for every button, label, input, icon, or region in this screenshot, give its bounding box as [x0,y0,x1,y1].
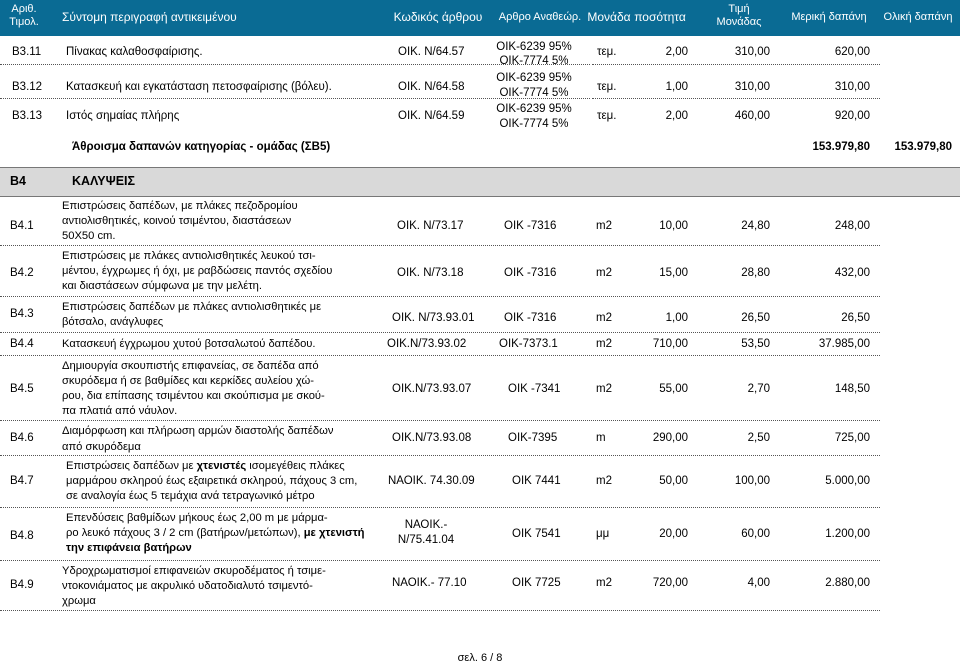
row-description-line: Διαμόρφωση και πλήρωση αρμών διαστολής δαπέδων [62,425,334,437]
row-divider [0,64,590,65]
category-header [0,167,960,197]
row-quantity: 20,00 [659,528,688,540]
row-revision: ΟΙΚ 7541 [512,528,561,540]
row-unit: m [596,432,606,444]
row-revision: ΟΙΚ-7373.1 [499,338,558,350]
row-partial: 26,50 [841,312,870,324]
row-price: 60,00 [741,528,770,540]
row-quantity: 55,00 [659,383,688,395]
row-code: B3.11 [12,46,42,58]
row-description-line: Επιστρώσεις δαπέδων, με πλάκες πεζοδρομίου [62,200,298,212]
row-partial: 432,00 [834,267,870,279]
row-description-line: χρωμα [62,595,96,607]
header-unit-price: Τιμή Μονάδας [716,3,762,28]
header-quantity: ποσότητα [634,10,686,24]
page-number: σελ. 6 / 8 [457,652,503,664]
row-divider [0,355,880,356]
row-quantity: 710,00 [652,338,688,350]
row-description: Κατασκευή έγχρωμου χυτού βοτσαλωτού δαπέδου. [62,338,316,350]
row-quantity: 2,00 [665,46,688,58]
row-code: B4.8 [10,530,34,542]
row-divider [592,98,880,99]
row-unit: m2 [596,338,612,350]
row-description-line: μέντου, έγχρωμες ή όχι, με ραβδώσεις παντός σχεδίου [62,265,333,277]
row-price: 28,80 [741,267,770,279]
row-article: ΟΙΚ. Ν/64.58 [398,81,465,93]
row-revision-2: ΟΙΚ-7774 5% [499,87,569,99]
row-unit: m2 [596,475,612,487]
row-revision: ΟΙΚ -7341 [508,383,561,395]
row-quantity: 290,00 [652,432,688,444]
row-revision: ΟΙΚ 7441 [512,475,561,487]
row-code: B4.5 [10,383,34,395]
row-description-line: αντιολισθητικές, κοινού τσιμέντου, διαστάσεων [62,215,292,227]
group-sum-total: 153.979,80 [894,141,952,153]
row-divider [0,507,880,508]
row-quantity: 720,00 [652,577,688,589]
row-revision-2: ΟΙΚ-7774 5% [499,118,569,130]
header-total: Ολική δαπάνη [883,11,953,23]
row-article-line: Ν/75.41.04 [397,534,455,546]
row-revision: ΟΙΚ-7395 [508,432,558,444]
row-desc-part: ρο λευκό πάχους 3 / 2 cm (βατήρων/μετώπων), [66,527,304,539]
row-divider [0,560,880,561]
row-partial: 2.880,00 [825,577,870,589]
row-quantity: 15,00 [659,267,688,279]
row-article: ΟΙΚ. Ν/73.17 [397,220,464,232]
row-price: 26,50 [741,312,770,324]
row-description: Κατασκευή και εγκατάσταση πετοσφαίρισης (βόλευ). [66,81,332,93]
row-code: B4.7 [10,475,34,487]
row-price: 53,50 [741,338,770,350]
row-description-line: σκυρόδεμα ή σε βαθμίδες και κερκίδες αυλείου χώ- [62,375,314,387]
row-divider [0,332,880,333]
row-divider [0,98,590,99]
row-article: ΟΙΚ.Ν/73.93.02 [387,338,467,350]
row-description-line: μαρμάρου σκληρού έως εξαιρετικά σκληρού, πάχους 3 cm, [66,475,358,487]
row-description-line: και διαστάσεων σύμφωνα με την μελέτη. [62,280,262,292]
row-partial: 37.985,00 [818,338,870,350]
row-partial: 248,00 [834,220,870,232]
row-article: ΟΙΚ. Ν/64.57 [398,46,465,58]
row-code: B4.1 [10,220,34,232]
row-partial: 1.200,00 [825,528,870,540]
row-desc-emphasis: χτενιστές [196,460,247,472]
row-divider [0,610,880,611]
header-revision: Αρθρο Αναθεώρ. [498,11,582,23]
row-partial: 725,00 [834,432,870,444]
row-unit: m2 [596,383,612,395]
row-unit: τεμ. [597,81,617,93]
row-description-line: ντοκονιάματος με ακρυλικό υδατοδιαλυτό τσιμεντό- [62,580,313,592]
row-price: 2,70 [747,383,770,395]
row-code: B4.6 [10,432,34,444]
row-partial: 620,00 [834,46,870,58]
category-code: B4 [10,174,26,188]
row-article: ΟΙΚ.Ν/73.93.08 [392,432,472,444]
row-unit: m2 [596,267,612,279]
row-description-line: Επενδύσεις βαθμίδων μήκους έως 2,00 m με μάρμα- [66,512,328,524]
row-quantity: 1,00 [665,312,688,324]
header-article: Κωδικός άρθρου [393,10,483,24]
row-description-line: βότσαλο, ανάγλυφες [62,316,164,328]
row-article: ΟΙΚ. Ν/64.59 [398,110,465,122]
row-quantity: 2,00 [665,110,688,122]
row-revision-1: ΟΙΚ-6239 95% [496,41,572,53]
row-partial: 310,00 [834,81,870,93]
header-description: Σύντομη περιγραφή αντικειμένου [62,10,237,24]
header-unit: Μονάδα [587,10,631,24]
row-description-line [66,459,345,475]
row-desc-emphasis: με χτενιστή [303,527,365,539]
row-code: B3.13 [12,110,43,122]
row-unit: m2 [596,312,612,324]
row-description-line: από σκυρόδεμα [62,441,141,453]
row-article: ΟΙΚ.Ν/73.93.07 [392,383,472,395]
row-article: ΟΙΚ. Ν/73.18 [397,267,464,279]
row-partial: 920,00 [834,110,870,122]
row-price: 4,00 [747,577,770,589]
row-price: 310,00 [734,46,770,58]
row-revision: ΟΙΚ -7316 [504,312,557,324]
row-description-line: ρου, δια επίπασης τσιμέντου και σκούπισμα με σκού- [62,390,325,402]
row-revision-2: ΟΙΚ-7774 5% [499,55,569,67]
row-unit: m2 [596,577,612,589]
row-revision: ΟΙΚ 7725 [512,577,561,589]
row-description-line: πα πλατιά από νάυλον. [62,405,178,417]
row-description: Ιστός σημαίας πλήρης [66,110,180,122]
row-price: 460,00 [734,110,770,122]
row-revision-1: ΟΙΚ-6239 95% [496,103,572,115]
row-partial: 148,50 [834,383,870,395]
row-article: ΟΙΚ. Ν/73.93.01 [392,312,475,324]
row-description-line: Επιστρώσεις δαπέδων με πλάκες αντιολισθητικές με [62,301,322,313]
row-unit: m2 [596,220,612,232]
row-unit: τεμ. [597,110,617,122]
row-code: B4.3 [10,308,34,320]
row-article-line: ΝΑΟΙΚ.- [404,519,448,531]
row-article: ΝΑΟΙΚ. 74.30.09 [388,475,475,487]
row-description-line [66,526,365,542]
row-quantity: 1,00 [665,81,688,93]
row-divider [592,64,880,65]
header-code: Αριθ. Τιμολ. [9,3,39,28]
group-sum-label: Άθροισμα δαπανών κατηγορίας - ομάδας (ΣΒ5) [72,141,331,153]
row-price: 310,00 [734,81,770,93]
row-revision: ΟΙΚ -7316 [504,220,557,232]
row-code: B4.4 [10,338,34,350]
row-quantity: 50,00 [659,475,688,487]
row-description-line: 50Χ50 cm. [62,230,116,242]
row-divider [0,245,880,246]
row-unit: μμ [596,528,610,540]
row-price: 2,50 [747,432,770,444]
row-revision-1: ΟΙΚ-6239 95% [496,72,572,84]
row-revision: ΟΙΚ -7316 [504,267,557,279]
row-description-line: σε αναλογία έως 5 τεμάχια ανά τετραγωνικό μέτρο [66,490,315,502]
category-title: ΚΑΛΥΨΕΙΣ [72,174,136,188]
row-divider [0,296,880,297]
row-description: Πίνακας καλαθοσφαίρισης. [66,46,203,58]
header-partial: Μερική δαπάνη [791,11,867,23]
row-description-line: Επιστρώσεις με πλάκες αντιολισθητικές λευκού τσι- [62,250,316,262]
row-price: 100,00 [734,475,770,487]
row-quantity: 10,00 [659,220,688,232]
row-price: 24,80 [741,220,770,232]
row-desc-part: ισομεγέθεις πλάκες [246,460,345,472]
row-unit: τεμ. [597,46,617,58]
row-desc-part: Επιστρώσεις δαπέδων με [66,460,197,472]
row-description-line: την επιφάνεια βατήρων [66,542,192,554]
row-description-line: Υδροχρωματισμοί επιφανειών σκυροδέματος ή τσιμε- [62,565,326,577]
row-partial: 5.000,00 [825,475,870,487]
group-sum-partial: 153.979,80 [812,141,870,153]
row-code: B4.2 [10,267,34,279]
row-code: B3.12 [12,81,43,93]
row-divider [0,455,880,456]
row-code: B4.9 [10,579,34,591]
table-header [0,0,960,36]
row-article: ΝΑΟΙΚ.- 77.10 [392,577,467,589]
row-divider [0,420,880,421]
row-description-line: Δημιουργία σκουπιστής επιφανείας, σε δαπέδα από [62,360,319,372]
